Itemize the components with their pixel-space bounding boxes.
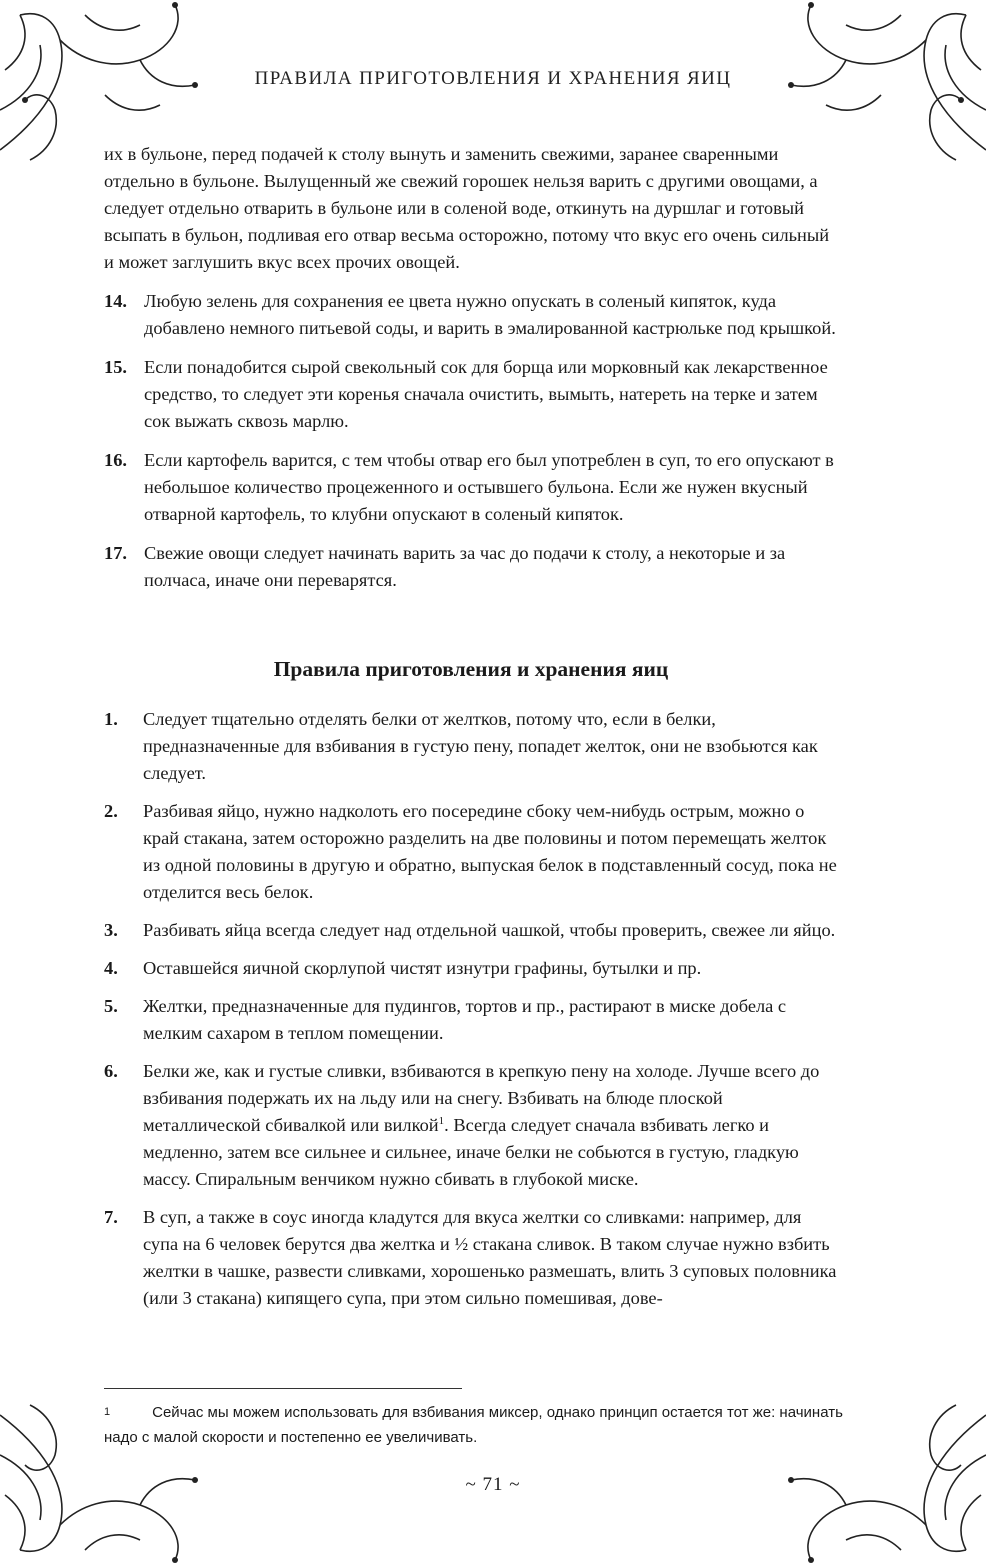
footnote-reference[interactable]: 1 <box>438 1114 445 1127</box>
footnote-divider <box>104 1388 462 1389</box>
item-text: Разбивая яйцо, нужно надколоть его посередине сбоку чем-нибудь острым, можно о край стакана, затем осторожно разделить на две половины и потом перемещать желток из одной половины в другую и обратно, выпуская белок в подставленный сосуд, пока не отделится весь белок. <box>143 801 837 902</box>
item-number: 2. <box>104 801 118 821</box>
list-item <box>104 354 838 435</box>
item-number: 17. <box>104 543 127 563</box>
list-item <box>104 955 838 982</box>
item-text: Если картофель варится, с тем чтобы отвар его был употреблен в суп, то его опускают в небольшое количество процеженного и остывшего бульона. Если же нужен вкусный отварной картофель, то клубни опускают в соленый кипяток. <box>144 450 834 524</box>
item-text: Разбивать яйца всегда следует над отдельной чашкой, чтобы проверить, свежее ли яйцо. <box>143 920 836 940</box>
section-title: Правила приготовления и хранения яиц <box>273 657 669 681</box>
item-text-part: . Всегда следует сначала взбивать легко и медленно, затем все сильнее и сильнее, иначе белки не собьются в густую, гладкую массу. Спиральным венчиком нужно сбивать в глубокой миске. <box>143 1115 799 1189</box>
item-text: Желтки, предназначенные для пудингов, тортов и пр., растирают в миске добела с мелким сахаром в теплом помещении. <box>143 996 787 1043</box>
item-text: Свежие овощи следует начинать варить за час до подачи к столу, а некоторые и за полчаса, иначе они переварятся. <box>144 543 786 590</box>
item-text <box>143 1058 838 1193</box>
vegetable-rules-list <box>104 288 838 594</box>
item-text: Если понадобится сырой свекольный сок для борща или морковный как лекарственное средство, то следует эти коренья сначала очистить, вымыть, натереть на терке и затем сок выжать сквозь марлю. <box>144 357 828 431</box>
list-item <box>104 447 838 528</box>
egg-rules-list <box>104 706 838 1312</box>
running-header: ПРАВИЛА ПРИГОТОВЛЕНИЯ И ХРАНЕНИЯ ЯИЦ <box>254 68 732 89</box>
item-text: В суп, а также в соус иногда кладутся для вкуса желтки со сливками: например, для супа на 6 человек берутся два желтка и ½ стакана сливок. В таком случае нужно взбить желтки в чашке, развести сливками, хорошенько размешать, влить 3 суповых половника (или 3 стакана) кипящего супа, при этом сильно помешивая, дове- <box>143 1207 837 1308</box>
item-number: 15. <box>104 357 127 377</box>
footnote <box>104 1400 844 1450</box>
item-number: 14. <box>104 291 127 311</box>
list-item <box>104 288 838 342</box>
item-number: 16. <box>104 450 127 470</box>
list-item <box>104 798 838 906</box>
list-item <box>104 706 838 787</box>
page-number: ~ 71 ~ <box>465 1474 521 1495</box>
item-number: 6. <box>104 1061 118 1081</box>
list-item <box>104 993 838 1047</box>
item-number: 3. <box>104 920 118 940</box>
item-number: 5. <box>104 996 118 1016</box>
item-text: Оставшейся яичной скорлупой чистят изнутри графины, бутылки и пр. <box>143 958 702 978</box>
list-item <box>104 1204 838 1312</box>
item-number: 4. <box>104 958 118 978</box>
item-number: 7. <box>104 1207 118 1227</box>
footnote-text: Сейчас мы можем использовать для взбивания миксер, однако принцип остается тот же: начинать надо с малой скорости и постепенно ее увеличивать. <box>104 1404 843 1446</box>
item-text: Любую зелень для сохранения ее цвета нужно опускать в соленый кипяток, куда добавлено немного питьевой соды, и варить в эмалированной кастрюльке под крышкой. <box>144 291 836 338</box>
item-number: 1. <box>104 709 118 729</box>
item-text: Следует тщательно отделять белки от желтков, потому что, если в белки, предназначенные для взбивания в густую пену, попадет желток, они не взобьются как следует. <box>143 709 818 783</box>
intro-paragraph: их в бульоне, перед подачей к столу вынуть и заменить свежими, заранее сваренными отдельно в бульоне. Вылущенный же свежий горошек нельзя варить с другими овощами, а следует отдельно отварить в бульоне или в соленой воде, откинуть на дуршлаг и готовый всыпать в бульон, подливая его отвар весьма осторожно, потому что вкус его очень сильный и может заглушить вкус всех прочих овощей. <box>104 144 830 272</box>
footnote-mark: 1 <box>104 1406 111 1418</box>
page-body <box>104 141 838 1312</box>
list-item <box>104 917 838 944</box>
list-item <box>104 1058 838 1193</box>
list-item <box>104 540 838 594</box>
item-text-part: Белки же, как и густые сливки, взбиваются в крепкую пену на холоде. Лучше всего до взбивания подержать их на льду или на снегу. Взбивать на блюде плоской металлической сбивалкой или вилкой <box>143 1061 820 1135</box>
